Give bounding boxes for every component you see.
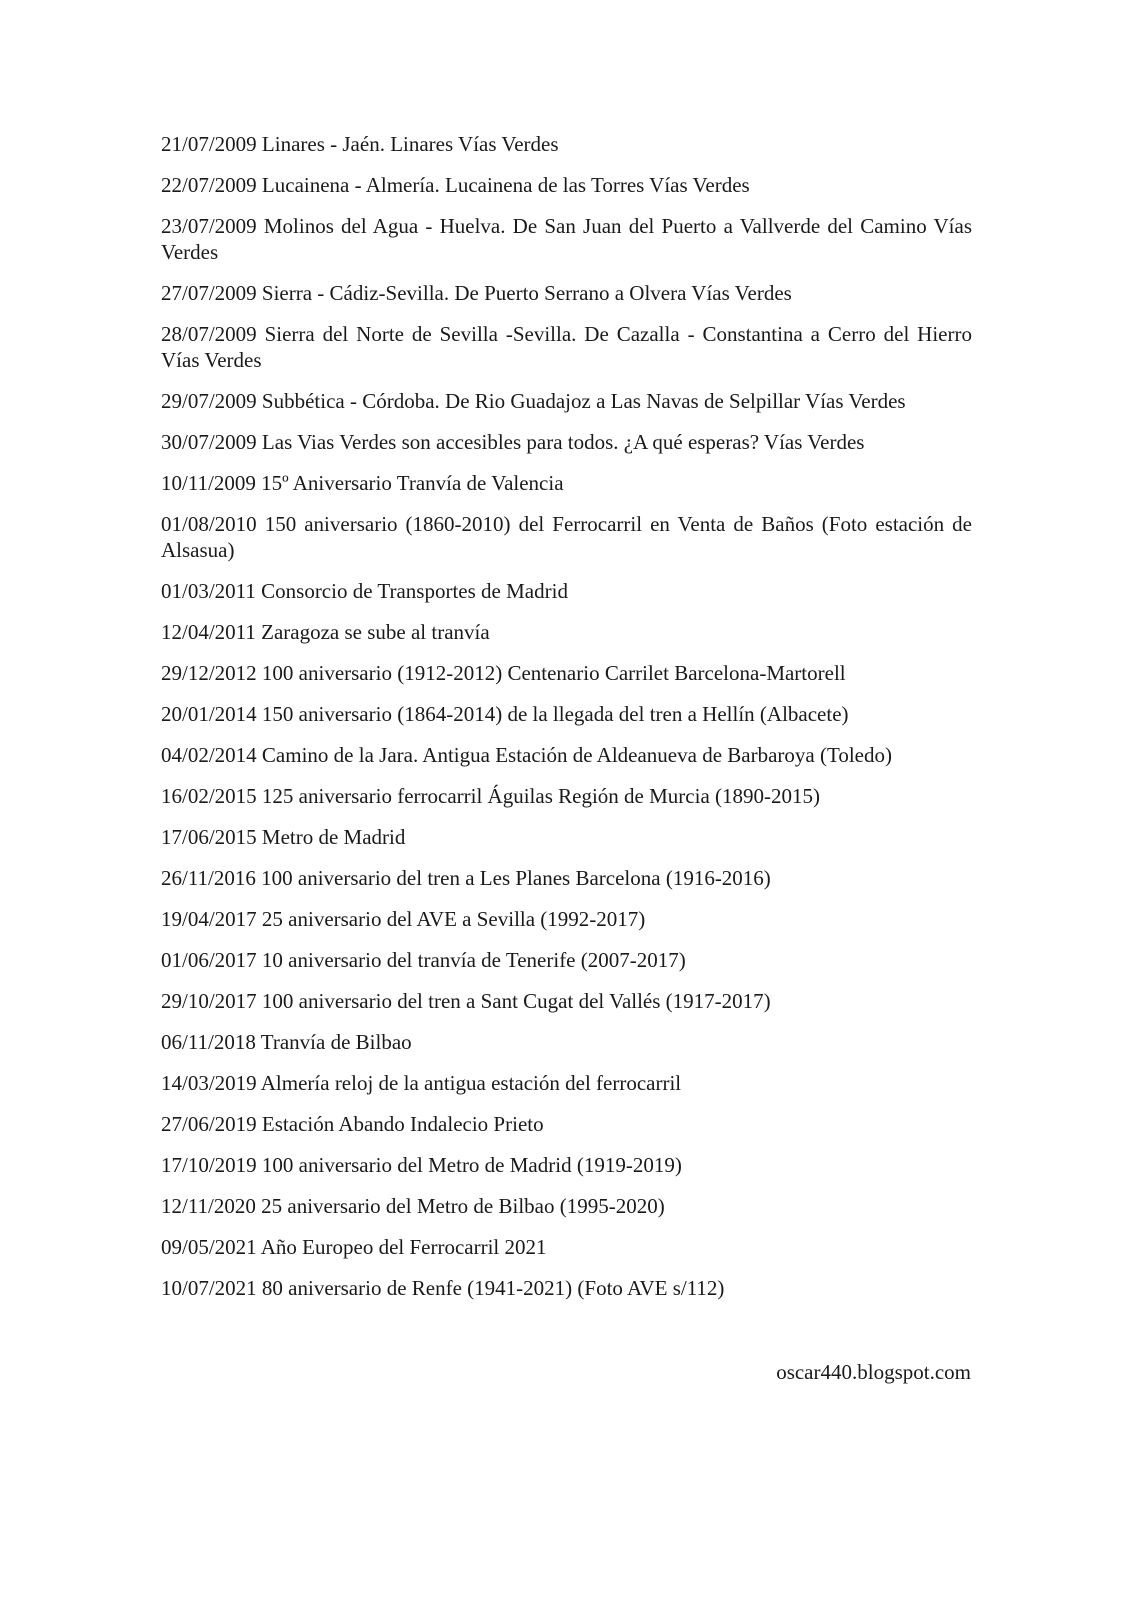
- footer-site-url: oscar440.blogspot.com: [776, 1360, 971, 1384]
- list-item: 10/11/2009 15º Aniversario Tranvía de Valencia: [161, 471, 564, 495]
- list-item: 01/08/2010 150 aniversario (1860-2010) del Ferrocarril en Venta de Baños (Foto estación de Alsasua): [161, 512, 972, 562]
- list-item: 16/02/2015 125 aniversario ferrocarril Águilas Región de Murcia (1890-2015): [161, 784, 820, 808]
- list-item: 20/01/2014 150 aniversario (1864-2014) de la llegada del tren a Hellín (Albacete): [161, 702, 849, 726]
- list-item: 14/03/2019 Almería reloj de la antigua estación del ferrocarril: [161, 1071, 682, 1095]
- list-item: 27/06/2019 Estación Abando Indalecio Prieto: [161, 1112, 544, 1136]
- list-item: 28/07/2009 Sierra del Norte de Sevilla -Sevilla. De Cazalla - Constantina a Cerro del Hierro Vías Verdes: [161, 322, 972, 372]
- list-item: 10/07/2021 80 aniversario de Renfe (1941-2021) (Foto AVE s/112): [161, 1276, 725, 1300]
- list-item: 19/04/2017 25 aniversario del AVE a Sevilla (1992-2017): [161, 907, 646, 931]
- list-item: 17/06/2015 Metro de Madrid: [161, 825, 406, 849]
- list-item: 12/04/2011 Zaragoza se sube al tranvía: [161, 620, 490, 644]
- list-item: 23/07/2009 Molinos del Agua - Huelva. De San Juan del Puerto a Vallverde del Camino Vías Verdes: [161, 214, 972, 264]
- list-item: 30/07/2009 Las Vias Verdes son accesibles para todos. ¿A qué esperas? Vías Verdes: [161, 430, 865, 454]
- list-item: 12/11/2020 25 aniversario del Metro de Bilbao (1995-2020): [161, 1194, 665, 1218]
- list-item: 21/07/2009 Linares - Jaén. Linares Vías Verdes: [161, 132, 559, 156]
- list-item: 01/06/2017 10 aniversario del tranvía de Tenerife (2007-2017): [161, 948, 686, 972]
- list-item: 09/05/2021 Año Europeo del Ferrocarril 2021: [161, 1235, 547, 1259]
- list-item: 01/03/2011 Consorcio de Transportes de Madrid: [161, 579, 568, 603]
- entry-list: [161, 131, 972, 1316]
- list-item: 26/11/2016 100 aniversario del tren a Les Planes Barcelona (1916-2016): [161, 866, 771, 890]
- list-item: 17/10/2019 100 aniversario del Metro de Madrid (1919-2019): [161, 1153, 682, 1177]
- list-item: 29/10/2017 100 aniversario del tren a Sant Cugat del Vallés (1917-2017): [161, 989, 771, 1013]
- list-item: 27/07/2009 Sierra - Cádiz-Sevilla. De Puerto Serrano a Olvera Vías Verdes: [161, 281, 792, 305]
- list-item: 06/11/2018 Tranvía de Bilbao: [161, 1030, 412, 1054]
- list-item: 04/02/2014 Camino de la Jara. Antigua Estación de Aldeanueva de Barbaroya (Toledo): [161, 743, 892, 767]
- list-item: 29/12/2012 100 aniversario (1912-2012) Centenario Carrilet Barcelona-Martorell: [161, 661, 846, 685]
- list-item: 22/07/2009 Lucainena - Almería. Lucainena de las Torres Vías Verdes: [161, 173, 750, 197]
- list-item: 29/07/2009 Subbética - Córdoba. De Rio Guadajoz a Las Navas de Selpillar Vías Verdes: [161, 389, 906, 413]
